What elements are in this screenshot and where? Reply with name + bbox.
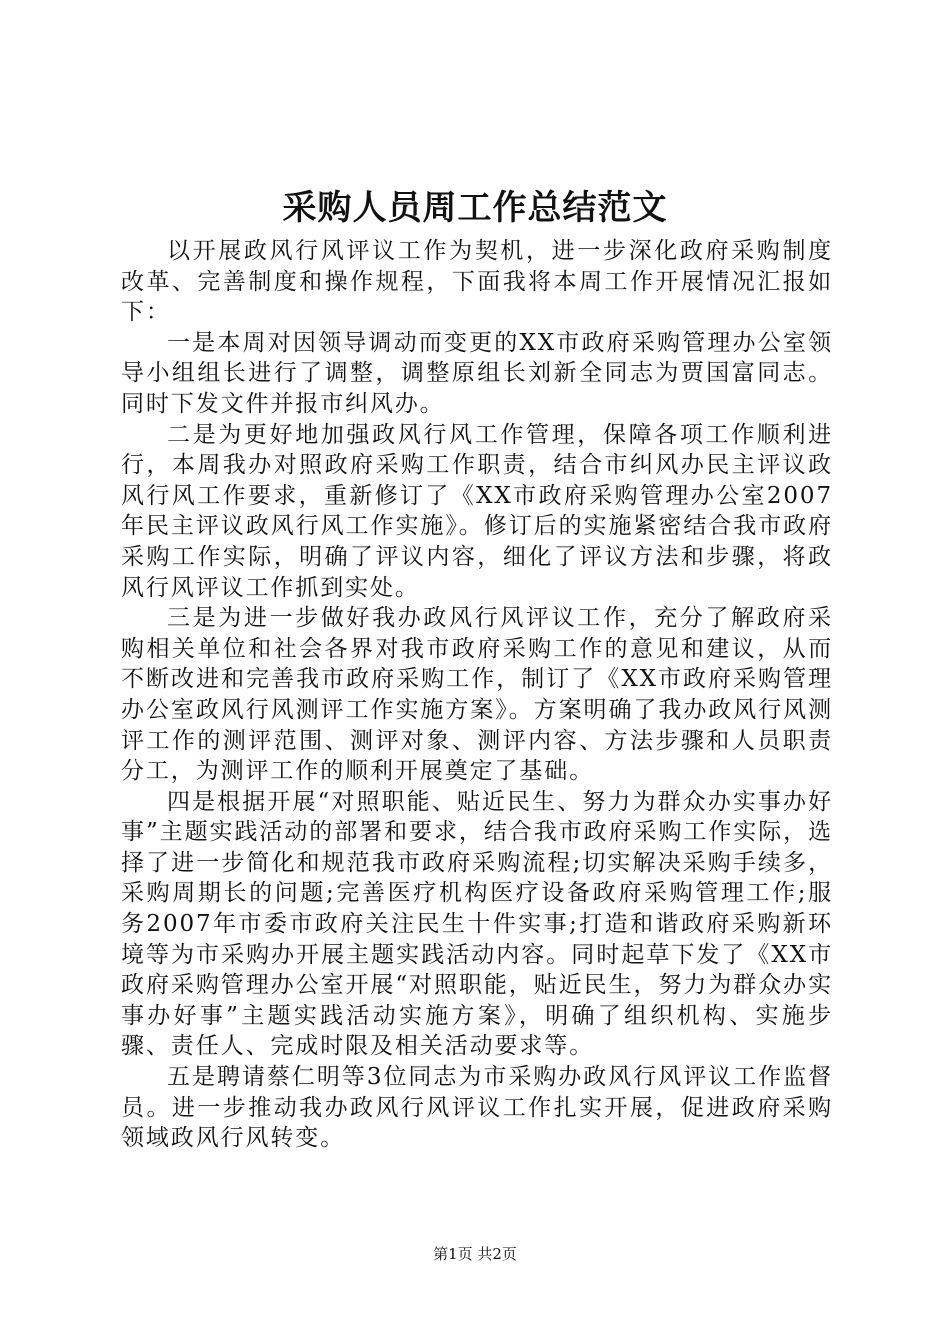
paragraph-intro: 以开展政风行风评议工作为契机，进一步深化政府采购制度改革、完善制度和操作规程，下面我将本周工作开展情况汇报如下： — [121, 238, 833, 326]
paragraph-item-1: 一是本周对因领导调动而变更的XX市政府采购管理办公室领导小组组长进行了调整，调整原组长刘新全同志为贾国富同志。同时下发文件并报市纠风办。 — [121, 329, 833, 417]
paragraph-item-2: 二是为更好地加强政风行风工作管理，保障各项工作顺利进行，本周我办对照政府采购工作职责，结合市纠风办民主评议政风行风工作要求，重新修订了《XX市政府采购管理办公室2007年民主评议政风行风工作实施》。修订后的实施紧密结合我市政府采购工作实际，明确了评议内容，细化了评议方法和步骤，将政风行风评议工作抓到实处。 — [121, 421, 833, 601]
paragraph-item-3: 三是为进一步做好我办政风行风评议工作，充分了解政府采购相关单位和社会各界对我市政府采购工作的意见和建议，从而不断改进和完善我市政府采购工作，制订了《XX市政府采购管理办公室政风行风测评工作实施方案》。方案明确了我办政风行风测评工作的测评范围、测评对象、测评内容、方法步骤和人员职责分工，为测评工作的顺利开展奠定了基础。 — [121, 605, 833, 785]
document-body — [121, 236, 833, 1154]
paragraph-item-4: 四是根据开展“对照职能、贴近民生、努力为群众办实事办好事”主题实践活动的部署和要求，结合我市政府采购工作实际，选择了进一步简化和规范我市政府采购流程;切实解决采购手续多，采购周期长的问题;完善医疗机构医疗设备政府采购管理工作;服务2007年市委市政府关注民生十件实事;打造和谐政府采购新环境等为市采购办开展主题实践活动内容。同时起草下发了《XX市政府采购管理办公室开展“对照职能，贴近民生，努力为群众办实事办好事”主题实践活动实施方案》，明确了组织机构、实施步骤、责任人、完成时限及相关活动要求等。 — [121, 788, 833, 1060]
document-title: 采购人员周工作总结范文 — [282, 188, 668, 228]
paragraph-item-5: 五是聘请蔡仁明等3位同志为市采购办政风行风评议工作监督员。进一步推动我办政风行风评议工作扎实开展，促进政府采购领域政风行风转变。 — [121, 1064, 833, 1152]
page-number-footer: 第1页 共2页 — [433, 1245, 517, 1263]
